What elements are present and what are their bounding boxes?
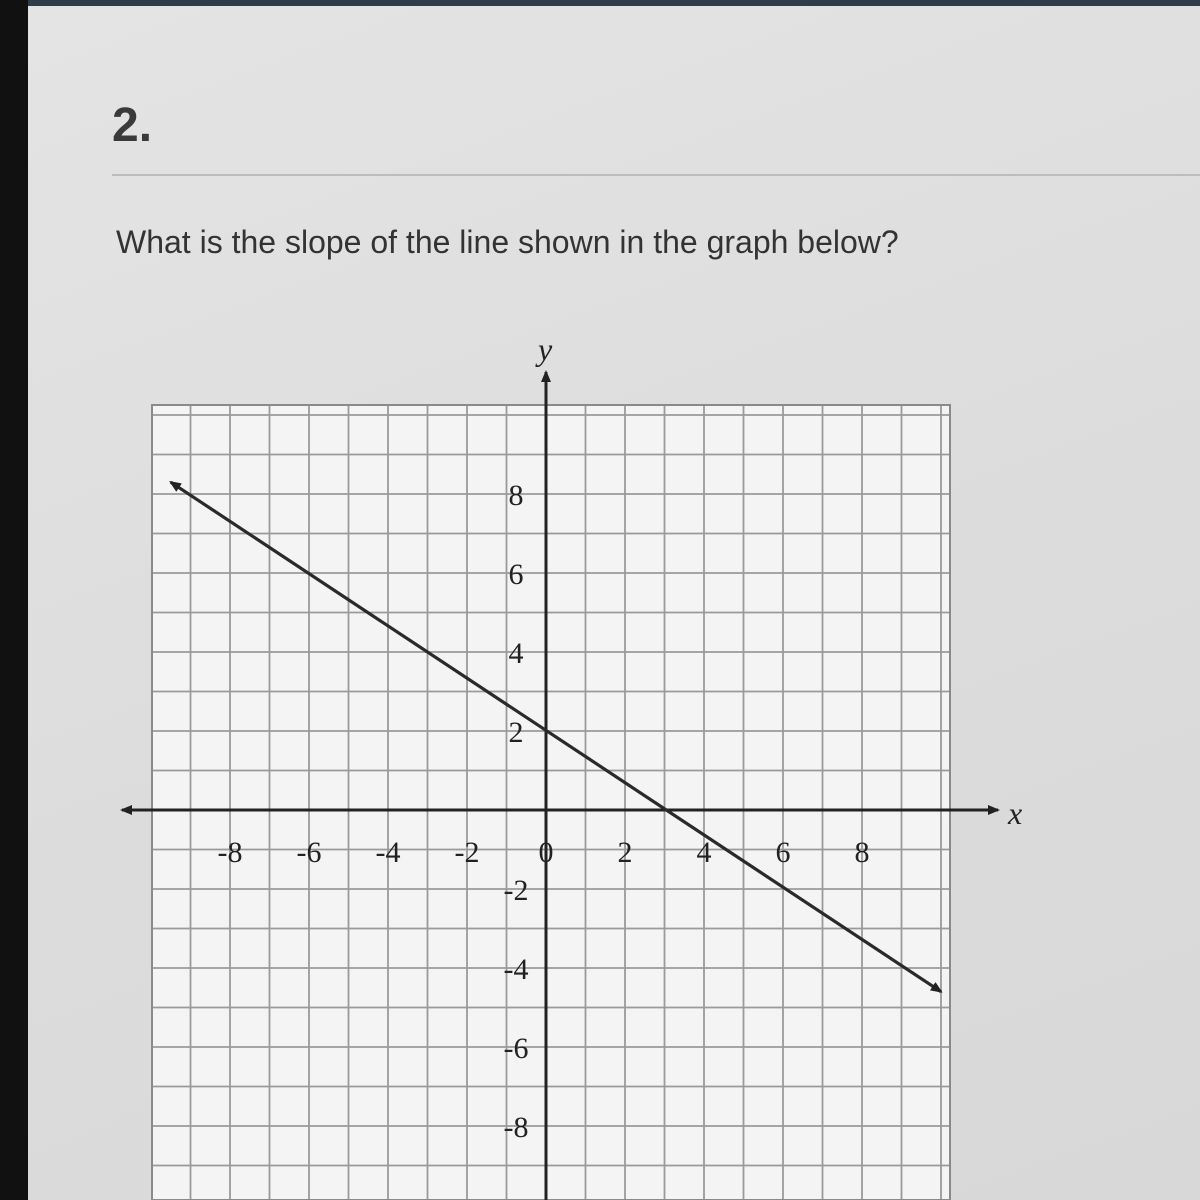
x-tick-label: 4 bbox=[696, 836, 712, 869]
y-tick-label: -4 bbox=[503, 953, 529, 986]
grid-background bbox=[152, 405, 950, 1200]
x-tick-label: 2 bbox=[617, 836, 633, 869]
y-tick-label: 8 bbox=[508, 479, 524, 512]
y-tick-label: 4 bbox=[508, 637, 524, 670]
grid bbox=[152, 405, 950, 1200]
x-tick-label: 0 bbox=[538, 836, 554, 869]
question-text: What is the slope of the line shown in the graph below? bbox=[116, 224, 899, 260]
y-tick-label: -8 bbox=[503, 1111, 529, 1144]
x-axis-title: x bbox=[1008, 795, 1023, 831]
x-tick-label: 6 bbox=[775, 836, 791, 869]
y-tick-label: 2 bbox=[508, 716, 524, 749]
y-tick-label: 6 bbox=[508, 558, 524, 591]
y-tick-label: -2 bbox=[503, 874, 529, 907]
x-tick-label: -2 bbox=[454, 836, 480, 869]
question-number: 2. bbox=[112, 99, 153, 152]
x-tick-label: -8 bbox=[217, 836, 243, 869]
x-tick-label: 8 bbox=[854, 836, 870, 869]
y-axis-title: y bbox=[538, 331, 553, 367]
x-tick-label: -6 bbox=[296, 836, 322, 869]
y-tick-label: -6 bbox=[503, 1032, 529, 1065]
x-tick-label: -4 bbox=[375, 836, 401, 869]
